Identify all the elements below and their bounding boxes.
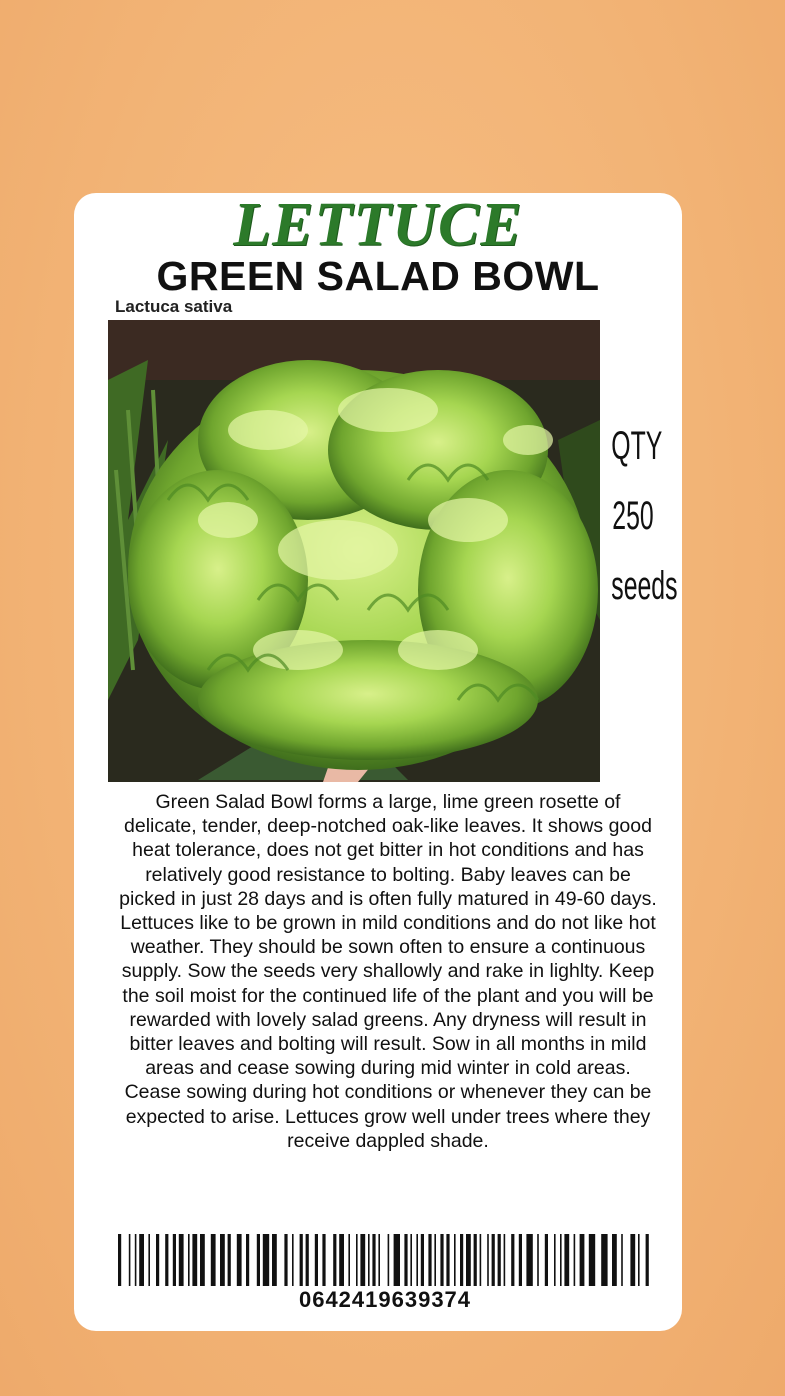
barcode-bar <box>220 1234 225 1286</box>
barcode-bar <box>263 1234 269 1286</box>
barcode-bar <box>284 1234 287 1286</box>
barcode-bar <box>589 1234 595 1286</box>
barcode-bar <box>394 1234 400 1286</box>
barcode-bar <box>612 1234 617 1286</box>
barcode-bar <box>246 1234 249 1286</box>
barcode-bar <box>348 1234 350 1286</box>
barcode-bar <box>135 1234 137 1286</box>
lettuce-photo <box>108 320 600 782</box>
barcode-bar <box>487 1234 489 1286</box>
barcode-bar <box>156 1234 159 1286</box>
crop-title: LETTUCE <box>233 191 523 259</box>
barcode-bar <box>560 1234 562 1286</box>
barcode-bar <box>188 1234 190 1286</box>
barcode-bar <box>480 1234 482 1286</box>
barcode-bar <box>492 1234 495 1286</box>
barcode-bar <box>410 1234 412 1286</box>
barcode-bar <box>504 1234 506 1286</box>
barcode-bar <box>428 1234 431 1286</box>
barcode-bar <box>526 1234 532 1286</box>
barcode-bar <box>139 1234 144 1286</box>
barcode-bar <box>368 1234 370 1286</box>
seed-packet-label <box>74 193 682 1331</box>
barcode-bar <box>237 1234 242 1286</box>
barcode-bar <box>148 1234 150 1286</box>
barcode-bar <box>192 1234 197 1286</box>
barcode-bar <box>378 1234 380 1286</box>
barcode-bar <box>228 1234 231 1286</box>
barcode-bar <box>564 1234 569 1286</box>
barcode-bar <box>646 1234 649 1286</box>
barcode-bar <box>315 1234 318 1286</box>
latin-name: Lactuca sativa <box>115 297 233 316</box>
qty-label: QTY <box>611 424 663 468</box>
barcode-bar <box>388 1234 390 1286</box>
barcode-bar <box>200 1234 205 1286</box>
variety-name: GREEN SALAD BOWL <box>156 253 600 299</box>
barcode-bar <box>519 1234 522 1286</box>
barcode-bar <box>638 1234 640 1286</box>
barcode-bar <box>454 1234 456 1286</box>
barcode-bar <box>545 1234 548 1286</box>
barcode-bar <box>257 1234 260 1286</box>
barcode-bar <box>333 1234 336 1286</box>
barcode-bar <box>356 1234 358 1286</box>
qty-unit: seeds <box>611 564 678 608</box>
barcode-bar <box>621 1234 623 1286</box>
barcode-bar <box>179 1234 184 1286</box>
barcode <box>118 1234 652 1286</box>
barcode-bar <box>118 1234 121 1286</box>
barcode-bar <box>537 1234 539 1286</box>
barcode-number: 0642419639374 <box>298 1287 472 1312</box>
barcode-bar <box>272 1234 277 1286</box>
barcode-bar <box>601 1234 607 1286</box>
barcode-bar <box>372 1234 375 1286</box>
barcode-bar <box>474 1234 477 1286</box>
barcode-bar <box>292 1234 294 1286</box>
barcode-bar <box>446 1234 449 1286</box>
barcode-bar <box>421 1234 424 1286</box>
growing-description: Green Salad Bowl forms a large, lime green rosette of delicate, tender, deep-notched oak-like leaves. It shows good heat tolerance, does not get bitter in hot conditions and has relatively good resistance to bolting. Baby leaves can be picked in just 28 days and is often fully matured in 49-60 days. Lettuces like to be grown in mild conditions and do not like hot weather. They should be sown often to ensure a continuous supply. Sow the seeds very shallowly and rake in lighlty. Keep the soil moist for the continued life of the plant and you will be rewarded with lovely salad greens. Any dryness will result in bitter leaves and bolting will result. Sow in all months in mild areas and cease sowing during mid winter in cold areas. Cease sowing during hot conditions or whenever they can be expected to arise. Lettuces grow well under trees where they receive dappled shade. <box>119 791 657 1152</box>
barcode-bar <box>511 1234 514 1286</box>
barcode-bar <box>404 1234 407 1286</box>
barcode-bar <box>460 1234 463 1286</box>
barcode-bar <box>339 1234 344 1286</box>
barcode-bar <box>416 1234 418 1286</box>
barcode-bar <box>300 1234 303 1286</box>
barcode-bar <box>165 1234 168 1286</box>
barcode-bar <box>498 1234 501 1286</box>
barcode-bar <box>554 1234 556 1286</box>
barcode-bar <box>630 1234 635 1286</box>
barcode-bar <box>129 1234 131 1286</box>
barcode-bar <box>580 1234 585 1286</box>
barcode-bar <box>466 1234 471 1286</box>
barcode-bar <box>322 1234 325 1286</box>
barcode-bar <box>574 1234 576 1286</box>
barcode-bar <box>306 1234 309 1286</box>
barcode-bar <box>211 1234 216 1286</box>
barcode-bar <box>360 1234 365 1286</box>
barcode-bar <box>173 1234 176 1286</box>
qty-value: 250 <box>612 494 654 538</box>
barcode-bar <box>440 1234 443 1286</box>
barcode-bar <box>434 1234 436 1286</box>
quantity-block <box>611 411 678 621</box>
